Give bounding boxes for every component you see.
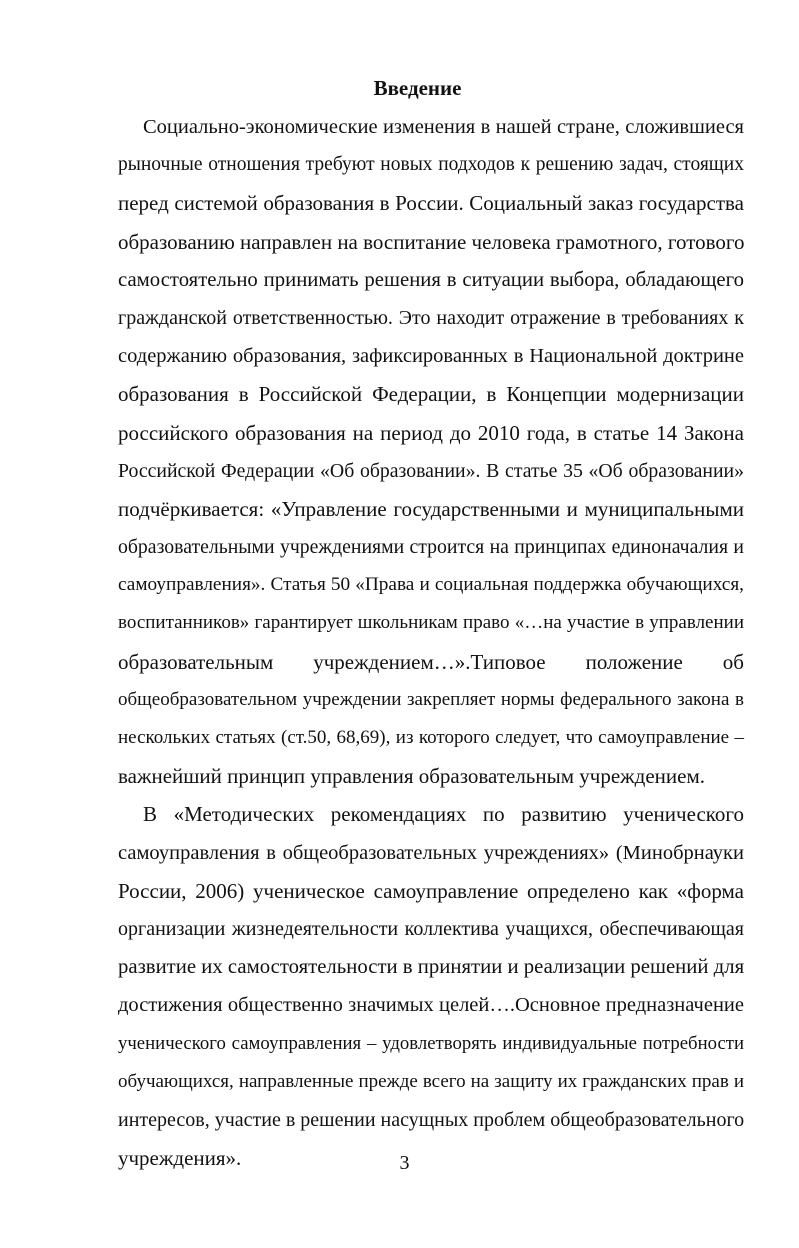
text-line: самостоятельно принимать решения в ситуации выбора, обладающего (118, 268, 744, 291)
text-line: В «Методических рекомендациях по развитию ученического (143, 802, 744, 827)
text-line: интересов, участие в решении насущных проблем общеобразовательного (118, 1108, 745, 1131)
text-line: общеобразовательном учреждении закрепляет нормы федерального закона в (118, 688, 744, 710)
text-line: рыночные отношения требуют новых подходов к решению задач, стоящих (118, 154, 744, 176)
text-line: подчёркивается: «Управление государственными и муниципальными (118, 496, 744, 521)
text-line: образованию направлен на воспитание человека грамотного, готового (118, 229, 745, 254)
text-line: образовательным учреждением…».Типовое положение об (118, 649, 744, 674)
text-line: ученического самоуправления – удовлетворять индивидуальные потребности (118, 1032, 744, 1054)
text-line: нескольких статьях (ст.50, 68,69), из которого следует, что самоуправление – (118, 727, 744, 748)
text-line: учреждения». (118, 1146, 242, 1171)
body-text (118, 108, 744, 1177)
text-line: организации жизнедеятельности коллектива учащихся, обеспечивающая (118, 917, 744, 940)
page-number: 3 (399, 1152, 410, 1174)
text-line: самоуправления в общеобразовательных учреждениях» (Минобрнауки (118, 841, 744, 864)
text-line: гражданской ответственностью. Это находит отражение в требованиях к (118, 306, 744, 329)
text-line: Социально-экономические изменения в нашей стране, сложившиеся (143, 116, 744, 138)
text-line: образования в Российской Федерации, в Концепции модернизации (118, 382, 744, 407)
text-line: развитие их самостоятельности в принятии и реализации решений для (118, 956, 745, 979)
text-line: перед системой образования в России. Социальный заказ государства (118, 191, 744, 216)
text-line: воспитанников» гарантирует школьникам право «…на участие в управлении (118, 612, 744, 634)
text-line: важнейший принцип управления образовательным учреждением. (118, 764, 705, 789)
text-line: Российской Федерации «Об образовании». В статье 35 «Об образовании» (118, 459, 744, 482)
text-line: самоуправления». Статья 50 «Права и социальная поддержка обучающихся, (118, 574, 744, 596)
text-line: образовательными учреждениями строится на принципах единоначалия и (118, 536, 744, 559)
text-line: обучающихся, направленные прежде всего на защиту их гражданских прав и (118, 1070, 744, 1092)
text-line: России, 2006) ученическое самоуправление определено как «форма (118, 878, 744, 903)
section-title: Введение (373, 76, 462, 100)
text-line: достижения общественно значимых целей….Основное предназначение (118, 994, 744, 1017)
text-line: содержанию образования, зафиксированных в Национальной доктрине (118, 345, 744, 368)
text-line: российского образования на период до 2010 года, в статье 14 Закона (118, 420, 744, 445)
